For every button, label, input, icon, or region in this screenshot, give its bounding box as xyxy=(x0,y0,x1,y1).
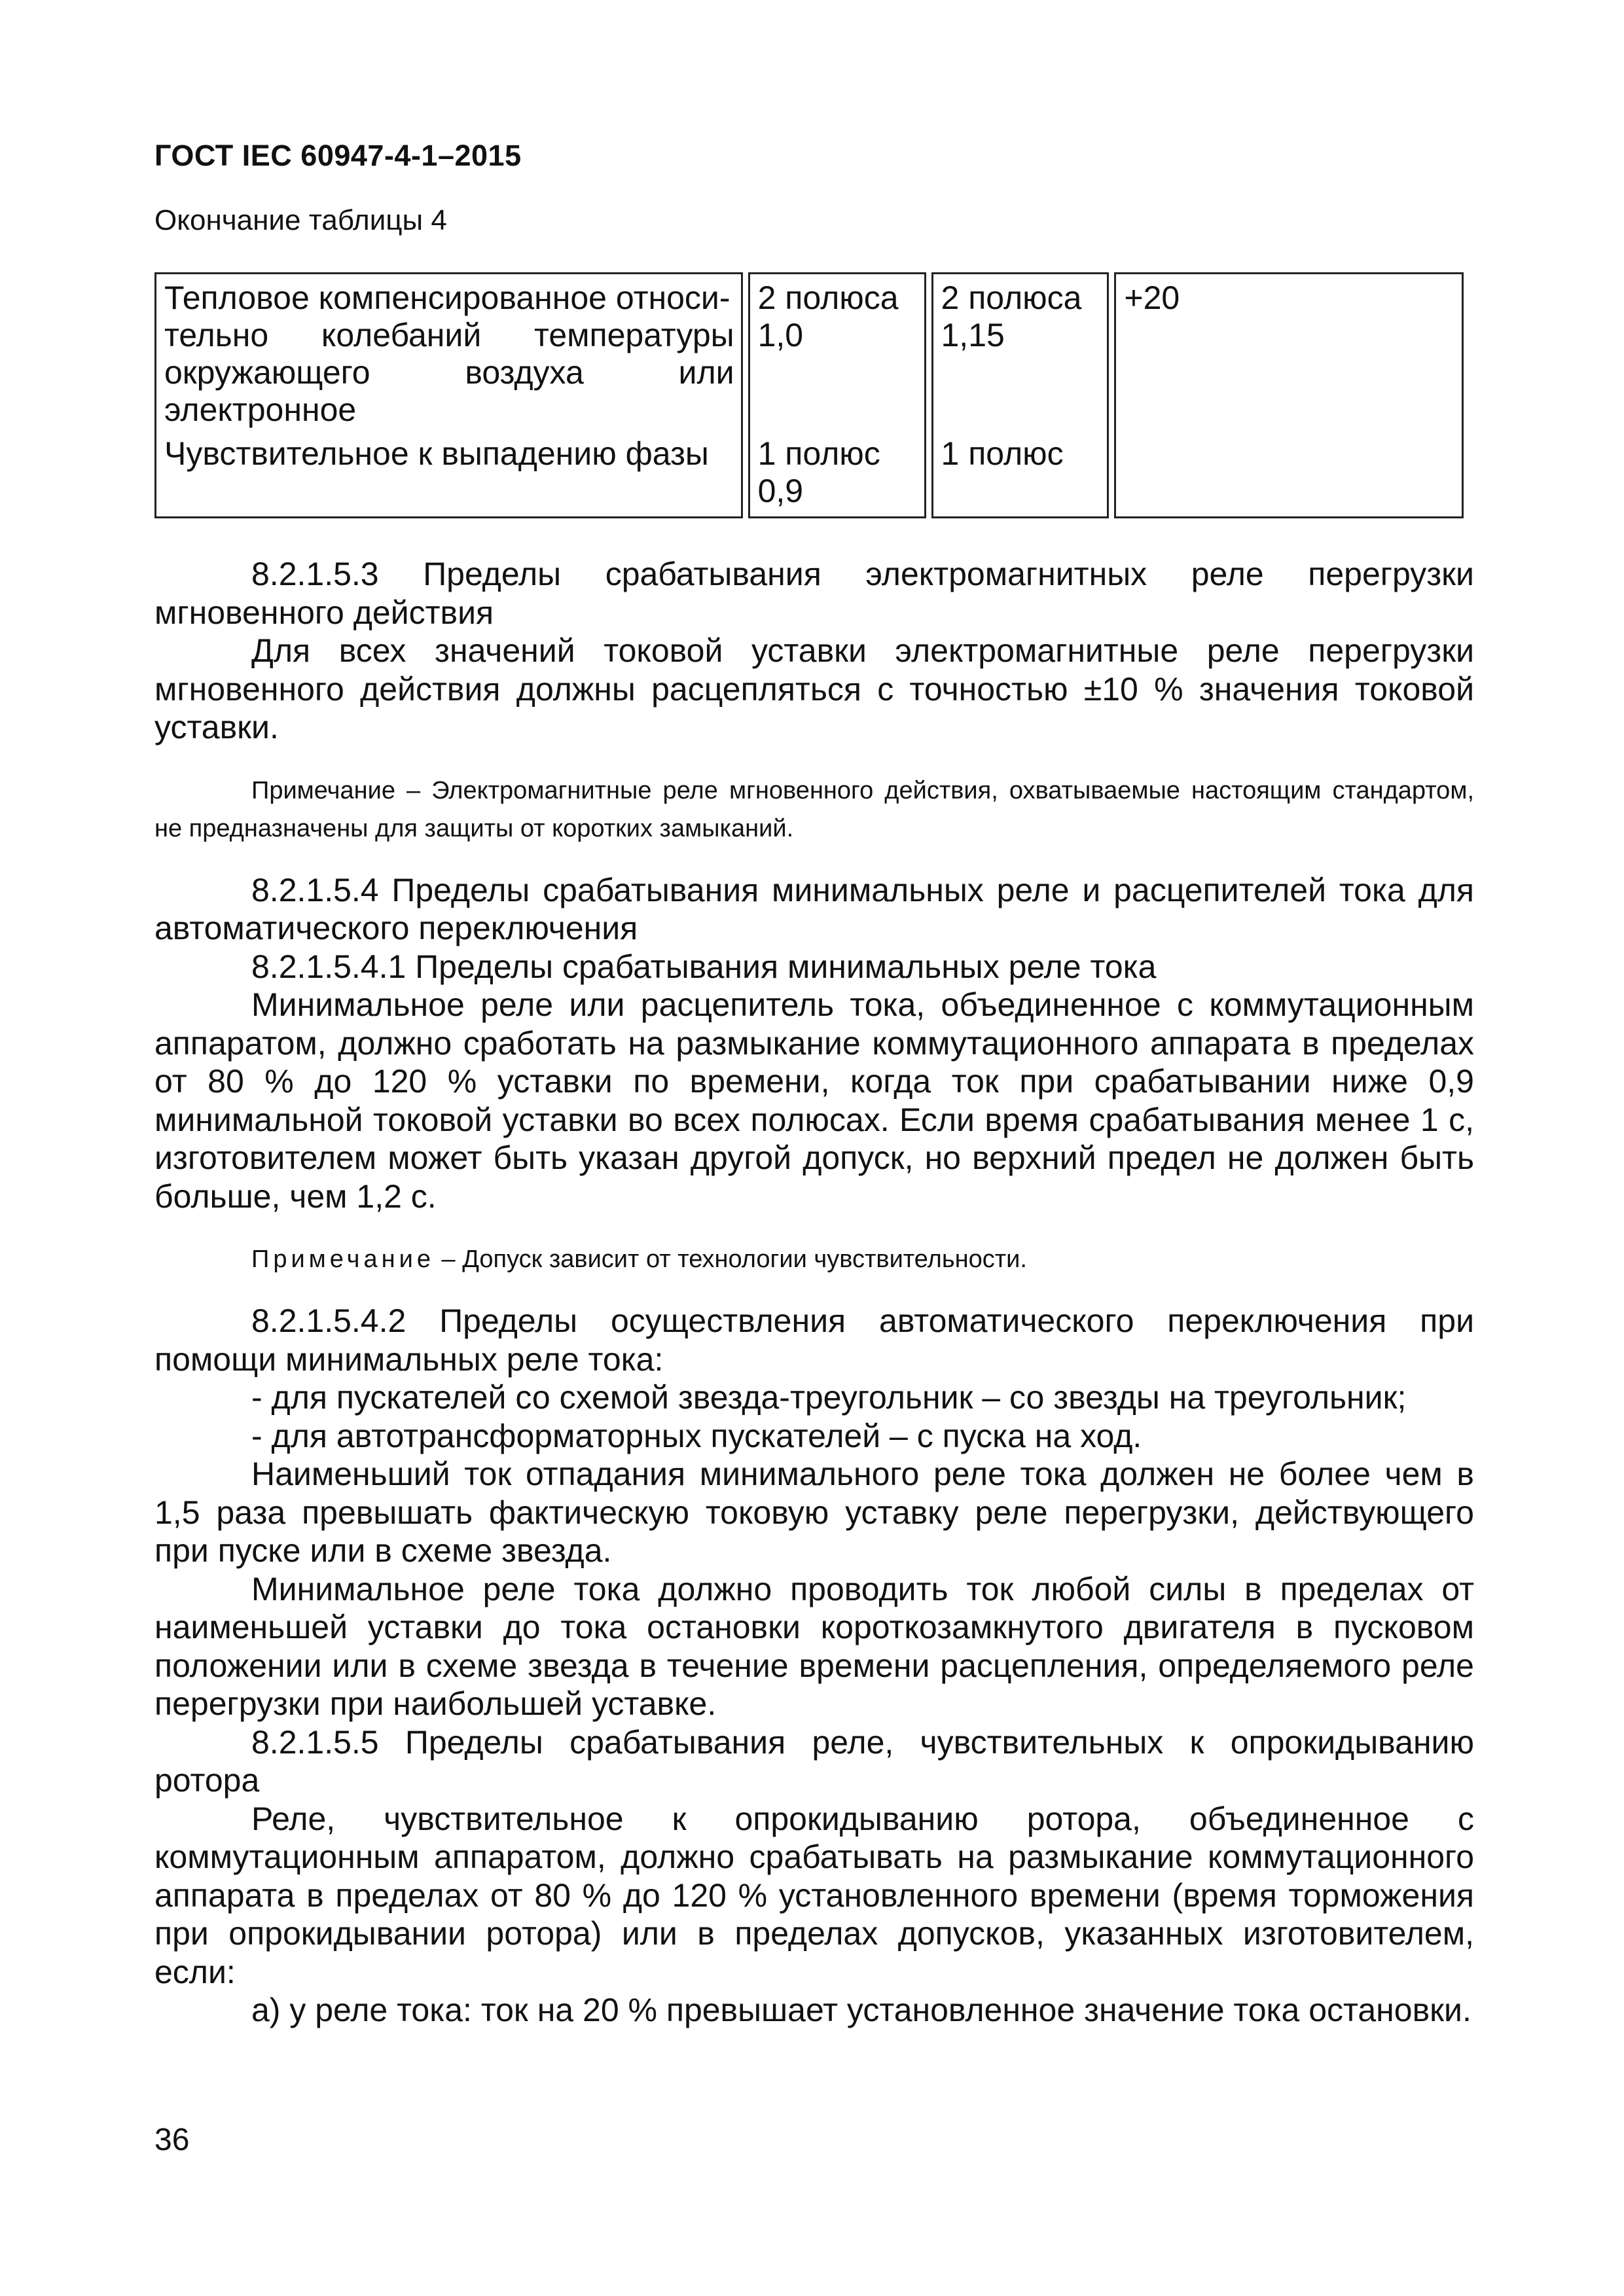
list-item: - для пускателей со схемой звезда-треугольник – со звезды на треугольник; xyxy=(251,1379,1407,1416)
desc-line xyxy=(164,317,734,354)
desc-word: колебаний xyxy=(321,317,482,353)
paragraph: Наименьший ток отпадания минимального реле тока должен не более чем в 1,5 раза превышать фактическую токовую уставку реле перегрузки, действующего при пуске или в схеме звезда. xyxy=(154,1456,1474,1569)
spacer xyxy=(758,354,918,435)
paragraph: 8.2.1.5.3 Пределы срабатывания электромагнитных реле перегрузки мгновенного действия xyxy=(154,556,1474,631)
cell-line: 2 полюса xyxy=(757,279,899,316)
cell-line: 1 полюс xyxy=(941,435,1064,472)
document-page xyxy=(154,0,1474,2296)
note-text: – Допуск зависит от технологии чувствительности. xyxy=(434,1246,1027,1273)
list-item: - для автотрансформаторных пускателей – с пуска на ход. xyxy=(251,1417,1142,1454)
standard-designation: ГОСТ IEC 60947-4-1–2015 xyxy=(154,139,522,172)
cell-line: 0,9 xyxy=(757,473,804,509)
table-4-end xyxy=(149,272,1469,518)
table-cell-value xyxy=(931,272,1110,518)
page-number: 36 xyxy=(154,2123,190,2157)
desc-word: окружающего xyxy=(164,354,370,391)
desc-line: Тепловое компенсированное относи- xyxy=(164,279,731,316)
cell-line: 1 полюс xyxy=(757,435,880,472)
desc-line: электронное xyxy=(164,391,357,428)
body-text xyxy=(154,555,1474,2030)
table-cell-value xyxy=(748,272,926,518)
table-cell-value xyxy=(1114,272,1464,518)
paragraph: Минимальное реле тока должно проводить ток любой силы в пределах от наименьшей уставки до тока остановки короткозамкнутого двигателя в пусковом положении или в схеме звезда в течение времени расцепления, определяемого реле перегрузки при наибольшей уставке. xyxy=(154,1570,1474,1722)
table-row xyxy=(154,272,1464,518)
desc-word: температуры xyxy=(534,317,734,353)
desc-word: тельно xyxy=(164,317,269,353)
paragraph: 8.2.1.5.4 Пределы срабатывания минимальных реле и расцепителей тока для автоматического переключения xyxy=(154,871,1474,946)
cell-line: 1,15 xyxy=(941,317,1005,353)
note-label: Примечание xyxy=(251,1246,435,1273)
paragraph: Для всех значений токовой уставки электромагнитные реле перегрузки мгновенного действия должны расцепляться с точностью ±10 % значения токовой уставки. xyxy=(154,632,1474,745)
row1-desc xyxy=(164,279,734,429)
paragraph: 8.2.1.5.4.1 Пределы срабатывания минимальных реле тока xyxy=(251,948,1157,985)
paragraph: 8.2.1.5.5 Пределы срабатывания реле, чувствительных к опрокидыванию ротора xyxy=(154,1723,1474,1799)
cell-line: 1,0 xyxy=(757,317,804,353)
cell-line: +20 xyxy=(1124,279,1180,316)
note: Примечание – Электромагнитные реле мгновенного действия, охватываемые настоящим стандартом, не предназначены для защиты от коротких замыканий. xyxy=(154,776,1474,842)
spacer xyxy=(941,354,1101,435)
paragraph: 8.2.1.5.4.2 Пределы осуществления автоматического переключения при помощи минимальных реле тока: xyxy=(154,1302,1474,1378)
desc-word: воздуха xyxy=(465,354,584,391)
spacer xyxy=(164,429,734,435)
cell-line: 2 полюса xyxy=(941,279,1082,316)
table-cell-description xyxy=(154,272,743,518)
note xyxy=(154,1240,1474,1278)
row2-desc: Чувствительное к выпадению фазы xyxy=(164,435,709,472)
paragraph: Реле, чувствительное к опрокидыванию ротора, объединенное с коммутационным аппаратом, должно срабатывать на размыкание коммутационного аппарата в пределах от 80 % до 120 % установленного времени (время торможения при опрокидывании ротора) или в пределах допусков, указанных изготовителем, если: xyxy=(154,1800,1474,1990)
desc-word: или xyxy=(678,354,734,391)
table-caption: Окончание таблицы 4 xyxy=(154,204,447,236)
desc-line xyxy=(164,354,734,391)
paragraph: Минимальное реле или расцепитель тока, объединенное с коммутационным аппаратом, должно сработать на размыкание коммутационного аппарата в пределах от 80 % до 120 % уставки по времени, когда ток при срабатывании ниже 0,9 минимальной токовой уставки во всех полюсах. Если время срабатывания менее 1 с, изготовителем может быть указан другой допуск, но верхний предел не должен быть больше, чем 1,2 с. xyxy=(154,986,1474,1215)
paragraph: а) у реле тока: ток на 20 % превышает установленное значение тока остановки. xyxy=(251,1992,1471,2028)
